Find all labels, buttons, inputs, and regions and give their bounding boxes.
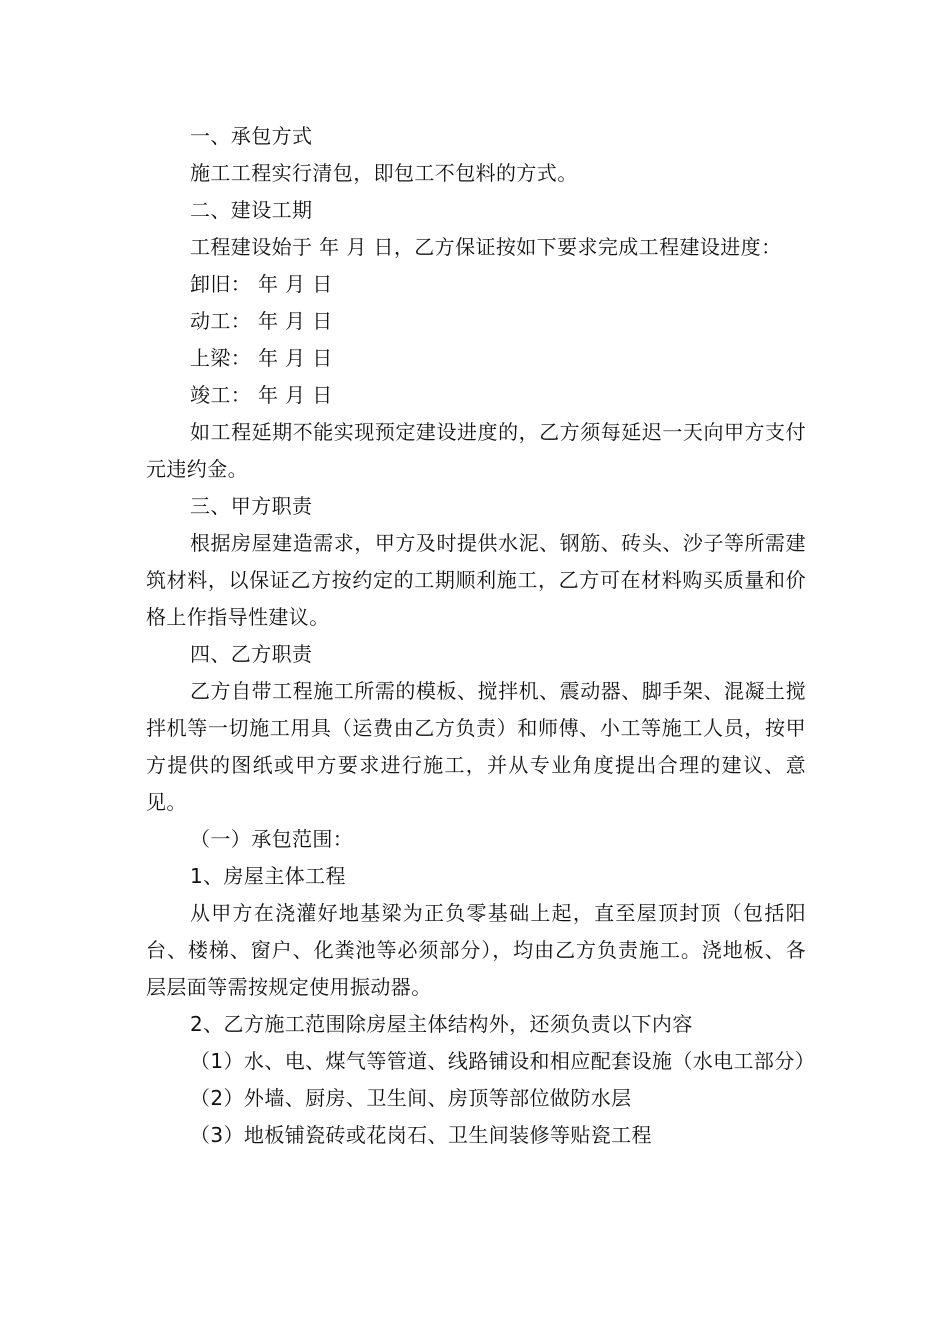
date-line-demolition: 卸旧： 年 月 日 [190, 272, 333, 296]
list-item: （3）地板铺瓷砖或花岗石、卫生间装修等贴瓷工程 [190, 1123, 652, 1147]
section-heading-contract-method: 一、承包方式 [190, 124, 313, 148]
paragraph: 乙方自带工程施工所需的模板、搅拌机、震动器、脚手架、混凝土搅拌机等一切施工用具（运费由乙方负责）和师傅、小工等施工人员，按甲方提供的图纸或甲方要求进行施工，并从专业角度提出合理的建议、意见。 [146, 679, 806, 814]
date-line-completion: 竣工： 年 月 日 [190, 383, 333, 407]
date-line-start: 动工： 年 月 日 [190, 309, 333, 333]
list-item: 2、乙方施工范围除房屋主体结构外，还须负责以下内容 [190, 1012, 693, 1036]
section-heading-party-b-duties: 四、乙方职责 [190, 642, 313, 666]
section-heading-party-a-duties: 三、甲方职责 [190, 494, 313, 518]
paragraph: 如工程延期不能实现预定建设进度的，乙方须每延迟一天向甲方支付元违约金。 [146, 420, 806, 481]
paragraph: 从甲方在浇灌好地基梁为正负零基础上起，直至屋顶封顶（包括阳台、楼梯、窗户、化粪池等必须部分），均由乙方负责施工。浇地板、各层层面等需按规定使用振动器。 [146, 901, 806, 999]
document-body [146, 118, 816, 1154]
list-item: 1、房屋主体工程 [190, 864, 346, 888]
list-item: （2）外墙、厨房、卫生间、房顶等部位做防水层 [190, 1086, 632, 1110]
paragraph: 施工工程实行清包，即包工不包料的方式。 [190, 161, 578, 185]
date-line-beam: 上梁： 年 月 日 [190, 346, 333, 370]
section-heading-construction-period: 二、建设工期 [190, 198, 313, 222]
subsection-heading-scope: （一）承包范围： [190, 827, 354, 851]
paragraph: 根据房屋建造需求，甲方及时提供水泥、钢筋、砖头、沙子等所需建筑材料，以保证乙方按约定的工期顺利施工，乙方可在材料购买质量和价格上作指导性建议。 [146, 531, 806, 629]
paragraph: 工程建设始于 年 月 日，乙方保证按如下要求完成工程建设进度： [190, 235, 782, 259]
list-item: （1）水、电、煤气等管道、线路铺设和相应配套设施（水电工部分） [190, 1049, 816, 1073]
